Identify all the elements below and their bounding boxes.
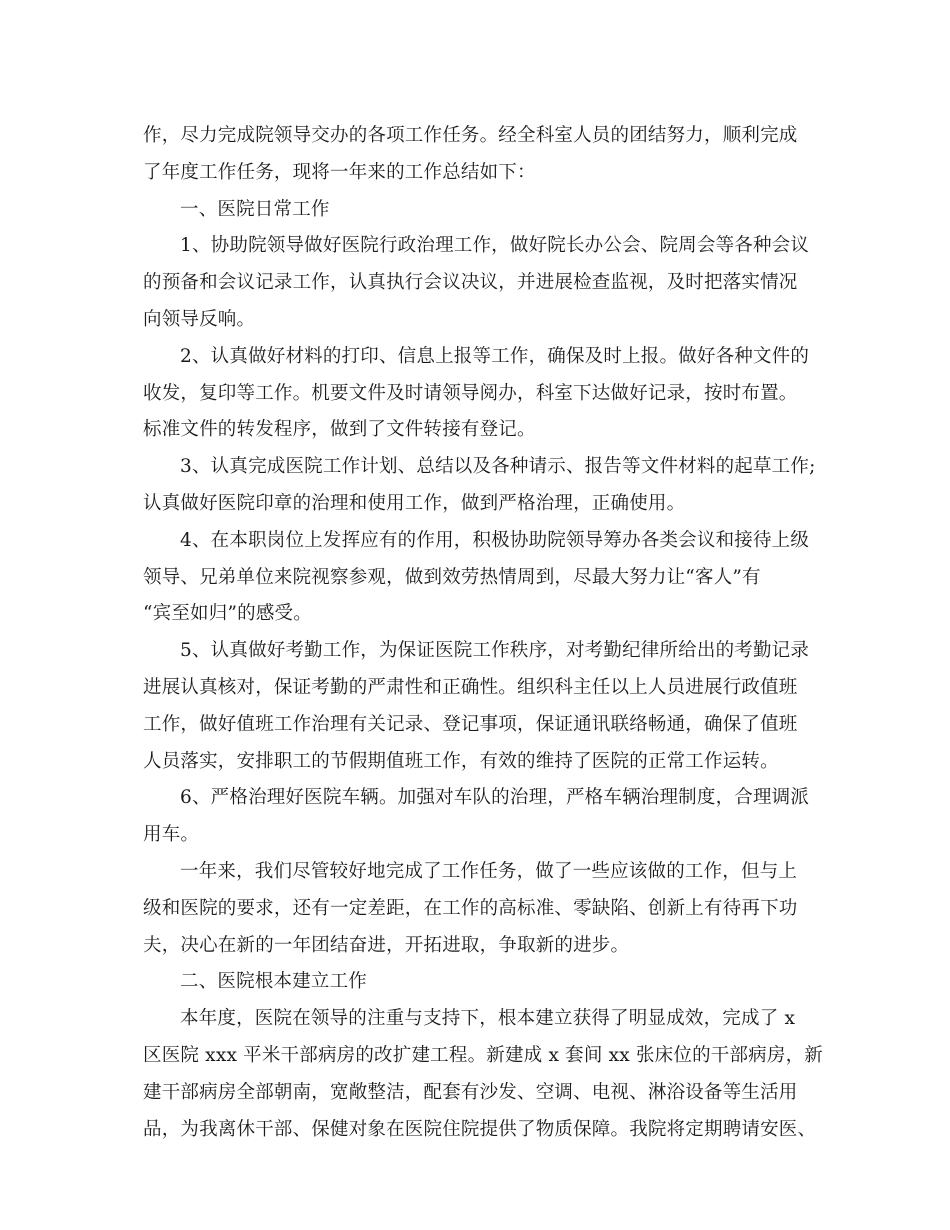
text-line: 向领导反响。 [143, 308, 256, 330]
text-line: 用车。 [143, 824, 200, 846]
text-line: 工作，做好值班工作治理有关记录、登记事项，保证通讯联络畅通，确保了值班 [143, 713, 798, 735]
text-line: 人员落实，安排职工的节假期值班工作，有效的维持了医院的正常工作运转。 [143, 750, 779, 772]
text-line: 本年度，医院在领导的注重与支持下，根本建立获得了明显成效，完成了 x [180, 1008, 796, 1030]
text-line: 6、严格治理好医院车辆。加强对车队的治理，严格车辆治理制度，合理调派 [180, 787, 810, 809]
text-line: 标准文件的转发程序，做到了文件转接有登记。 [143, 419, 536, 441]
text-line: 领导、兄弟单位来院视察参观，做到效劳热情周到，尽最大努力让“客人”有 [143, 566, 761, 588]
text-line: 3、认真完成医院工作计划、总结以及各种请示、报告等文件材料的起草工作; [180, 456, 816, 478]
text-line: 2、认真做好材料的打印、信息上报等工作，确保及时上报。做好各种文件的 [180, 345, 810, 367]
text-line: 5、认真做好考勤工作，为保证医院工作秩序，对考勤纪律所给出的考勤记录 [180, 640, 810, 662]
text-line: 认真做好医院印章的治理和使用工作，做到严格治理，正确使用。 [143, 492, 686, 514]
text-line: 建干部病房全部朝南，宽敞整洁，配套有沙发、空调、电视、淋浴设备等生活用 [143, 1081, 798, 1103]
text-line: 的预备和会议记录工作，认真执行会议决议，并进展检查监视，及时把落实情况 [143, 272, 798, 294]
text-line: 品，为我离休干部、保健对象在医院住院提供了物质保障。我院将定期聘请安医、 [143, 1118, 817, 1140]
text-line: 区医院 xxx 平米干部病房的改扩建工程。新建成 x 套间 xx 张床位的干部病房，新 [143, 1044, 823, 1066]
text-line: 收发，复印等工作。机要文件及时请领导阅办，科室下达做好记录，按时布置。 [143, 382, 798, 404]
text-line: 夫，决心在新的一年团结奋进，开拓进取，争取新的进步。 [143, 934, 630, 956]
text-line: 级和医院的要求，还有一定差距，在工作的高标准、零缺陷、创新上有待再下功 [143, 897, 798, 919]
text-line: 4、在本职岗位上发挥应有的作用，积极协助院领导筹办各类会议和接待上级 [180, 529, 810, 551]
text-line: 作，尽力完成院领导交办的各项工作任务。经全科室人员的团结努力，顺利完成 [143, 125, 798, 146]
text-line: “宾至如归”的感受。 [143, 603, 312, 625]
text-line: 二、医院根本建立工作 [180, 971, 368, 993]
text-line: 一年来，我们尽管较好地完成了工作任务，做了一些应该做的工作，但与上 [180, 860, 798, 882]
text-line: 进展认真核对，保证考勤的严肃性和正确性。组织科主任以上人员进展行政值班 [143, 676, 798, 698]
text-line: 一、医院日常工作 [180, 198, 330, 220]
text-line: 1、协助院领导做好医院行政治理工作，做好院长办公会、院周会等各种会议 [180, 235, 810, 257]
document-body [143, 118, 823, 1148]
text-line: 了年度工作任务，现将一年来的工作总结如下： [143, 161, 536, 183]
